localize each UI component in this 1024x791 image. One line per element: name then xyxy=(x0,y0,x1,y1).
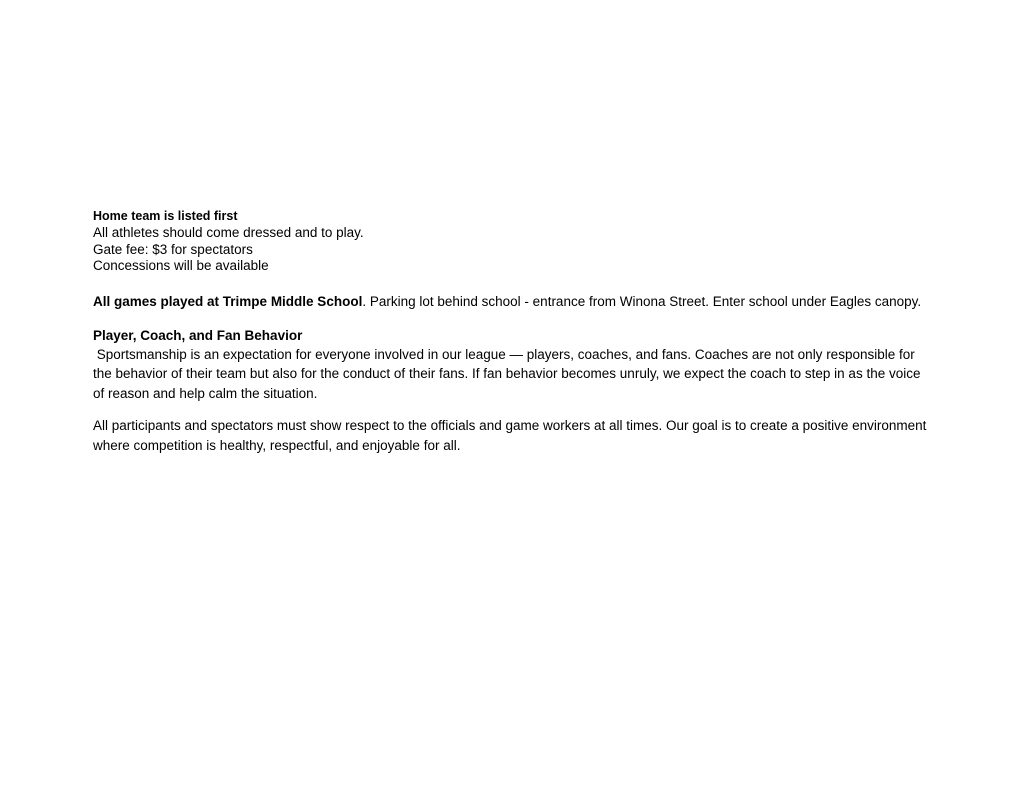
document-content xyxy=(93,208,928,455)
behavior-paragraph: Sportsmanship is an expectation for everyone involved in our league — players, coaches, and fans. Coaches are not only responsible for the behavior of their team but also for the conduct of their fans. If fan behavior becomes unruly, we expect the coach to step in as the voice of reason and help calm the situation. xyxy=(93,346,925,401)
respect-paragraph: All participants and spectators must show respect to the officials and game workers at all times. Our goal is to create a positive environment where competition is healthy, respectful, and enjoyable for all. xyxy=(93,418,927,453)
concessions-note: Concessions will be available xyxy=(93,258,269,273)
behavior-section xyxy=(93,327,928,404)
respect-section xyxy=(93,416,928,455)
behavior-heading: Player, Coach, and Fan Behavior xyxy=(93,327,303,343)
gate-fee-note: Gate fee: $3 for spectators xyxy=(93,241,253,257)
location-bold-text: All games played at Trimpe Middle School xyxy=(93,293,363,309)
location-paragraph xyxy=(93,293,928,310)
location-rest-text: . Parking lot behind school - entrance from Winona Street. Enter school under Eagles canopy. xyxy=(362,293,922,309)
home-team-note: Home team is listed first xyxy=(93,209,238,223)
athletes-note: All athletes should come dressed and to play. xyxy=(93,225,364,240)
